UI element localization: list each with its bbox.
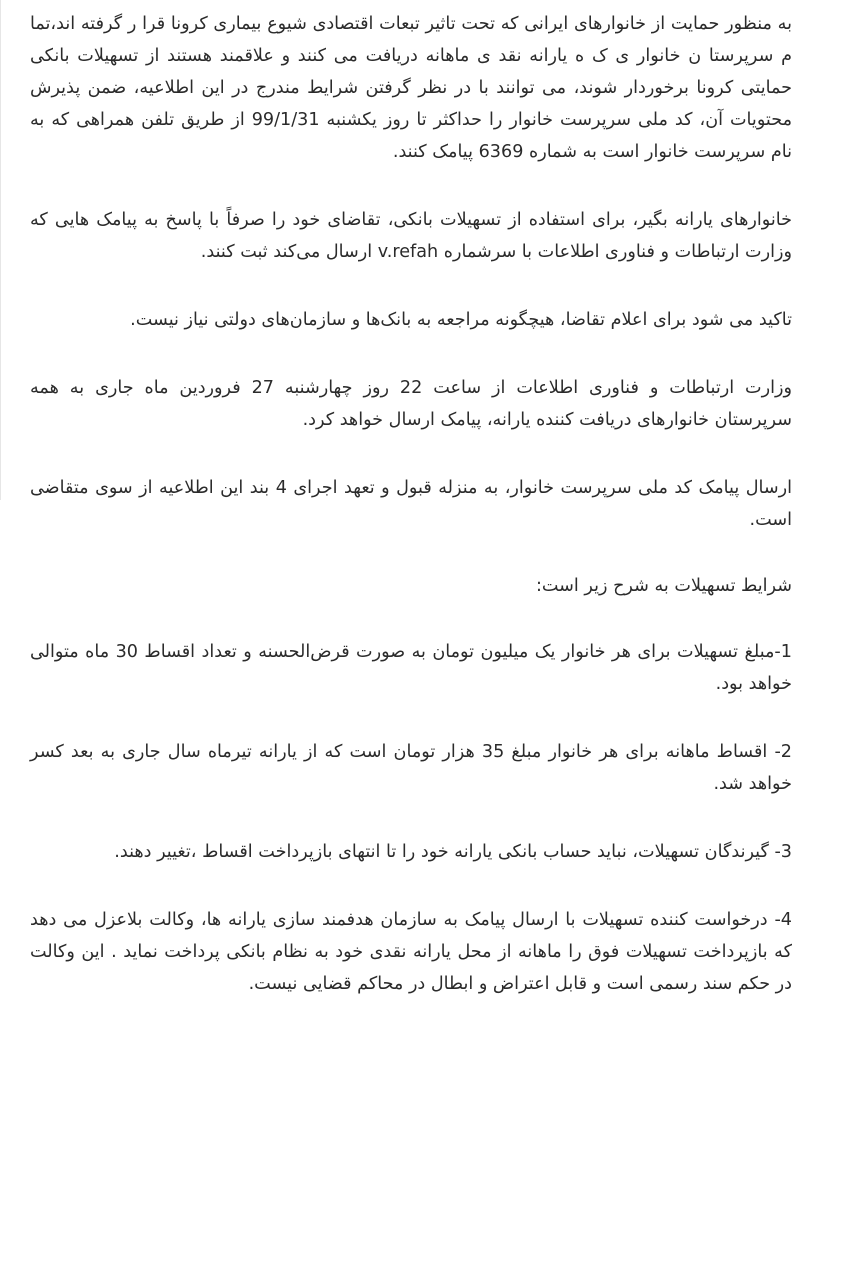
left-divider xyxy=(0,0,1,500)
paragraph-sms-registration: خانوارهای یارانه بگیر، برای استفاده از تسهیلات بانکی، تقاضای خود را صرفاً با پاسخ به پیامک هایی که وزارت ارتباطات و فناوری اطلاعات با سرشماره v.refah ارسال می‌کند ثبت کنند. xyxy=(30,210,792,262)
paragraph-conditions-heading: شرایط تسهیلات به شرح زیر است: xyxy=(535,576,792,596)
condition-item-3: 3- گیرندگان تسهیلات، نباید حساب بانکی یارانه خود را تا انتهای بازپرداخت اقساط ،تغییر دهند. xyxy=(114,842,792,862)
paragraph-acceptance: ارسال پیامک کد ملی سرپرست خانوار، به منزله قبول و تعهد اجرای 4 بند این اطلاعیه از سوی متقاضی است. xyxy=(30,478,792,530)
paragraph-no-visit-needed: تاکید می شود برای اعلام تقاضا، هیچگونه مراجعه به بانک‌ها و سازمان‌های دولتی نیاز نیست. xyxy=(130,310,792,330)
paragraph-sms-schedule: وزارت ارتباطات و فناوری اطلاعات از ساعت 22 روز چهارشنبه 27 فروردین ماه جاری به همه سرپرستان خانوارهای دریافت کننده یارانه، پیامک ارسال خواهد کرد. xyxy=(30,378,792,430)
condition-item-1: 1-مبلغ تسهیلات برای هر خانوار یک میلیون تومان به صورت قرض‌الحسنه و تعداد اقساط 30 ماه متوالی خواهد بود. xyxy=(30,642,792,694)
condition-item-4: 4- درخواست کننده تسهیلات با ارسال پیامک به سازمان هدفمند سازی یارانه ها، وکالت بلاعزل می دهد که بازپرداخت تسهیلات فوق را ماهانه از محل یارانه نقدی خود به نظام بانکی پرداخت نماید . این وکالت در حکم سند رسمی است و قابل اعتراض و ابطال در محاکم قضایی نیست. xyxy=(30,910,792,994)
announcement-article xyxy=(30,0,792,1000)
paragraph-intro: به منظور حمایت از خانوارهای ایرانی که تحت تاثیر تبعات اقتصادی شیوع بیماری کرونا قرا ر گرفته اند،تما م سرپرستا ن خانوار ی ک ه یارانه نقد ی ماهانه دریافت می کنند و علاقمند هستند از تسهیلات بانکی حمایتی کرونا برخوردار شوند، می توانند با در نظر گرفتن شرایط مندرج در این اطلاعیه، ضمن پذیرش محتویات آن، کد ملی سرپرست خانوار را حداکثر تا روز یکشنبه 99/1/31 از طریق تلفن همراهی که به نام سرپرست خانوار است به شماره 6369 پیامک کنند. xyxy=(30,14,792,162)
condition-item-2: 2- اقساط ماهانه برای هر خانوار مبلغ 35 هزار تومان است که از یارانه تیرماه سال جاری به بعد کسر خواهد شد. xyxy=(30,742,792,794)
